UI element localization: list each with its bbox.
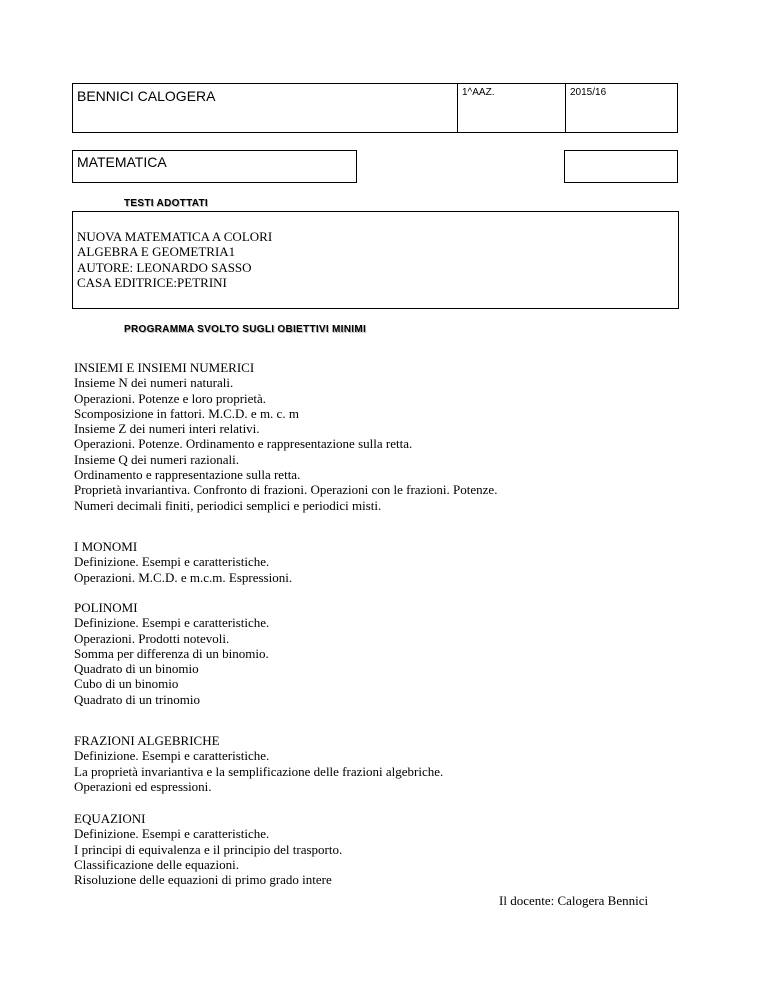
section-line: La proprietà invariantiva e la semplificazione delle frazioni algebriche.	[74, 763, 444, 779]
section-equazioni	[74, 811, 342, 887]
school-year-value: 2015/16	[570, 87, 607, 98]
section-frazioni-algebriche	[74, 733, 443, 794]
section-line: Ordinamento e rappresentazione sulla retta.	[74, 467, 301, 483]
section-line: Definizione. Esempi e caratteristiche.	[74, 748, 270, 764]
subject-box	[72, 150, 357, 183]
section-title: I MONOMI	[74, 539, 138, 554]
section-polinomi	[74, 600, 269, 707]
teacher-name: BENNICI CALOGERA	[77, 88, 216, 104]
textbooks-heading: TESTI ADOTTATI	[124, 198, 209, 209]
section-line: Insieme N dei numeri naturali.	[74, 375, 234, 391]
class-cell	[457, 84, 565, 132]
section-line: Definizione. Esempi e caratteristiche.	[74, 615, 270, 631]
textbooks-box	[72, 211, 679, 309]
section-line: Quadrato di un trinomio	[74, 691, 201, 707]
section-line: Definizione. Esempi e caratteristiche.	[74, 554, 270, 570]
textbook-line: CASA EDITRICE:PETRINI	[77, 274, 227, 290]
section-insiemi	[74, 360, 497, 513]
teacher-signature: Il docente: Calogera Bennici	[499, 893, 649, 908]
program-heading: PROGRAMMA SVOLTO SUGLI OBIETTIVI MINIMI	[124, 324, 367, 335]
section-line: Insieme Z dei numeri interi relativi.	[74, 421, 260, 437]
header-table	[72, 83, 678, 133]
section-title: POLINOMI	[74, 600, 138, 615]
section-title: EQUAZIONI	[74, 811, 146, 826]
textbook-line: AUTORE: LEONARDO SASSO	[77, 259, 252, 275]
section-line: Operazioni. Prodotti notevoli.	[74, 630, 230, 646]
section-line: I principi di equivalenza e il principio del trasporto.	[74, 841, 343, 857]
section-line: Numeri decimali finiti, periodici semplici e periodici misti.	[74, 497, 382, 513]
subject-extra-box	[564, 150, 678, 183]
section-line: Classificazione delle equazioni.	[74, 856, 239, 872]
subject-name: MATEMATICA	[77, 154, 167, 170]
section-line: Operazioni ed espressioni.	[74, 778, 212, 794]
section-line: Scomposizione in fattori. M.C.D. e m. c. m	[74, 405, 299, 421]
textbook-line: NUOVA MATEMATICA A COLORI	[77, 229, 273, 244]
class-value: 1^AAZ.	[462, 87, 495, 98]
section-line: Operazioni. Potenze. Ordinamento e rappresentazione sulla retta.	[74, 436, 413, 452]
section-line: Definizione. Esempi e caratteristiche.	[74, 826, 270, 842]
textbook-line: ALGEBRA E GEOMETRIA1	[77, 244, 236, 260]
section-title: INSIEMI E INSIEMI NUMERICI	[74, 360, 255, 375]
section-line: Somma per differenza di un binomio.	[74, 645, 269, 661]
section-line: Operazioni. Potenze e loro proprietà.	[74, 390, 267, 406]
section-line: Cubo di un binomio	[74, 676, 179, 692]
teacher-name-cell	[73, 84, 457, 132]
section-line: Quadrato di un binomio	[74, 661, 199, 677]
section-line: Risoluzione delle equazioni di primo grado intere	[74, 872, 332, 888]
section-line: Operazioni. M.C.D. e m.c.m. Espressioni.	[74, 569, 293, 585]
section-title: FRAZIONI ALGEBRICHE	[74, 733, 220, 748]
school-year-cell	[565, 84, 677, 132]
section-line: Proprietà invariantiva. Confronto di frazioni. Operazioni con le frazioni. Potenze.	[74, 482, 498, 498]
section-monomi	[74, 539, 292, 585]
section-line: Insieme Q dei numeri razionali.	[74, 451, 239, 467]
